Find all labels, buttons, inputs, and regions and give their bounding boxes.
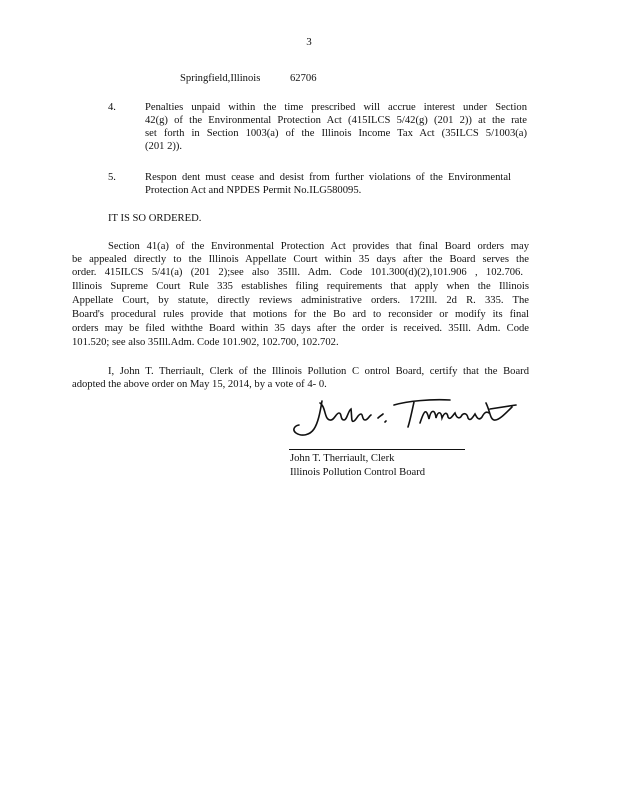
certification-line-1: I, John T. Therriault, Clerk of the Illinois Pollution C ontrol Board, certify that the Board (108, 366, 529, 377)
item-4-line-4: (201 2)). (145, 141, 183, 152)
item-4-line-2: 42(g) of the Environmental Protection Act (415ILCS 5/42(g) (201 2)) at the rate (145, 115, 527, 126)
appeal-line-1: Section 41(a) of the Environmental Protection Act provides that final Board orders may (108, 241, 529, 252)
handwritten-signature (290, 393, 530, 443)
appeal-line-8: 101.520; see also 35Ill.Adm. Code 101.902, 102.700, 102.702. (72, 337, 339, 348)
item-4-line-1: Penalties unpaid within the time prescribed will accrue interest under Section (145, 102, 527, 113)
page-number: 3 (306, 36, 312, 48)
signatory-organization: Illinois Pollution Control Board (290, 467, 426, 478)
signatory-name: John T. Therriault, Clerk (290, 453, 395, 464)
appeal-line-7: orders may be filed withthe Board within 35 days after the order is received. 35Ill. Adm. Code (72, 323, 529, 334)
so-ordered: IT IS SO ORDERED. (108, 213, 202, 224)
item-5-number: 5. (108, 172, 116, 183)
certification-line-2: adopted the above order on May 15, 2014, by a vote of 4- 0. (72, 379, 327, 390)
appeal-line-3: order. 415ILCS 5/41(a) (201 2);see also 35Ill. Adm. Code 101.300(d)(2),101.906 , 102.706. (72, 267, 523, 278)
item-5-line-2: Protection Act and NPDES Permit No.ILG580095. (145, 185, 362, 196)
item-5-line-1: Respon dent must cease and desist from further violations of the Environmental (145, 172, 511, 183)
appeal-line-4: Illinois Supreme Court Rule 335 establishes filing requirements that apply when the Illinois (72, 281, 529, 292)
item-4-line-3: set forth in Section 1003(a) of the Illinois Income Tax Act (35ILCS 5/1003(a) (145, 128, 527, 139)
appeal-line-5: Appellate Court, by statute, directly reviews administrative orders. 172Ill. 2d R. 335. The (72, 295, 529, 306)
address-zip: 62706 (290, 73, 317, 84)
address-city: Springfield,Illinois (180, 73, 261, 84)
appeal-line-2: be appealed directly to the Illinois Appellate Court within 35 days after the Board serves the (72, 254, 529, 265)
appeal-line-6: Board's procedural rules provide that motions for the Bo ard to reconsider or modify its final (72, 309, 529, 320)
signature-line (289, 449, 465, 450)
item-4-number: 4. (108, 102, 116, 113)
